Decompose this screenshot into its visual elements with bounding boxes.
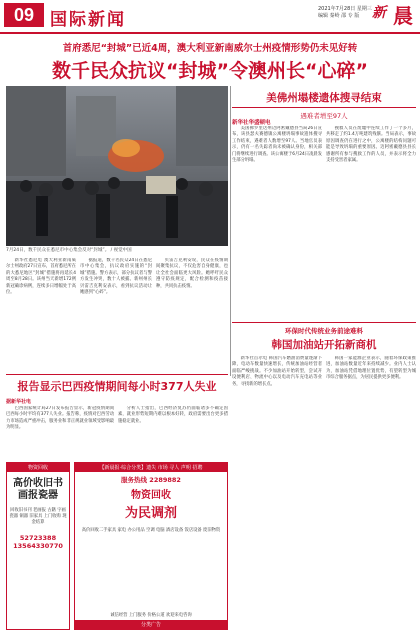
florida-text-col2 — [326, 126, 416, 322]
ad2-title: 物资回收 — [131, 490, 171, 501]
brand-logo-big: 晨 — [393, 4, 413, 28]
brazil-text-col2 — [118, 406, 228, 458]
florida-text-col1 — [232, 126, 322, 322]
lead-paragraph-2: 据报道，数千名民众24日在悉尼市中心集会，抗议政府实施的“封城”措施。警方表示，部分抗议者与警方发生冲突，数十人被捕。新州州长贝雷吉克利安表示，看到抗议活动让她感到“心碎”。 — [80, 258, 152, 296]
lead-text-col1 — [6, 258, 76, 370]
ad3-text: 诚信经营 上门服务 价格公道 欢迎来电咨询 — [110, 613, 192, 618]
protest-photo-image — [6, 86, 228, 246]
lead-paragraph-3: 贝雷吉克利安说，民众在疫情期间聚集抗议，不仅危害自身健康，也让全社会面临更大风险。她呼吁民众遵守防疫规定，配合检测和疫苗接种，共同抗击疫情。 — [156, 258, 228, 289]
korea-title: 韩国加油站开拓新商机 — [271, 339, 377, 351]
korea-text-col2 — [326, 356, 416, 636]
ad1-text: 回收旧书刊 老画报 古籍 字画 瓷器 铜器 旧家具 上门收购 现金结算 — [9, 508, 67, 525]
brazil-paragraph-1: 巴西国家统计局27日发布报告显示，新冠疫情期间巴西每小时平均有377人失业。报告称，疫情对巴西劳动力市场造成严重冲击，服务业和非正规就业领域受影响最为明显。 — [6, 406, 114, 431]
ad1-headline: 高价收旧书 画报瓷器 — [13, 478, 63, 501]
ad3-bar: 分类广告 — [75, 620, 227, 629]
ad1-bar: 物资回收 — [7, 463, 69, 472]
korea-header — [232, 326, 416, 352]
brazil-byline: 据新华社电 — [6, 399, 32, 405]
lead-paragraph-1: 新华社悉尼电 澳大利亚新南威尔士州政府27日宣布，首府悉尼所在的大悉尼地区“封城”措施将再延长4周至8月28日。该州当天新增172例新冠确诊病例，连续多日增幅处于高位。 — [6, 258, 76, 296]
florida-title: 美佛州塌楼遗体搜寻结束 — [232, 90, 416, 108]
korea-paragraph-2: 韩国一家能源企业表示，随着环保政策推进，加油站数量近年来持续减少。业内人士认为，加油站凭借地理位置优势，有望转型为城市综合服务据点，为居民提供更多便利。 — [326, 356, 416, 381]
florida-divider — [232, 322, 416, 323]
masthead — [0, 0, 420, 34]
photo-caption: 7月24日，数千民众在悉尼市中心集会反对“封城”。 / 视觉中国 — [6, 248, 132, 253]
ad2-hotline: 服务热线 2289882 — [121, 476, 181, 484]
column-divider — [230, 86, 231, 376]
lead-text-col3 — [156, 258, 228, 370]
korea-kicker: 环保时代传统业务前途难料 — [285, 327, 363, 335]
brazil-text-col1 — [6, 406, 114, 458]
lead-headline: 数千民众抗议“封城”令澳州长“心碎” — [52, 60, 368, 82]
date-text: 2021年7月28日 星期三 — [318, 6, 372, 12]
date-line — [318, 6, 372, 20]
florida-header — [232, 90, 416, 120]
ad1-phone: 52723388 13564330770 — [13, 534, 63, 550]
ad2-text: 高价回收二手家具 家电 办公用品 空调 电脑 酒店设备 饭店设备 废旧物资 — [81, 528, 221, 533]
korea-paragraph-1: 新华社首尔电 韩国汽车燃油消费量逐渐下降，电动车数量快速增长，传统加油站经营者面临严峻挑战。不少加油站开始转型，尝试开设便利店、物流中心以及电动汽车充电站等业务，寻找新的增长点。 — [232, 356, 322, 387]
ad2-bar: 【新晨报·综合分类】遗失 市场 寻人 声明 招聘 — [75, 463, 227, 472]
editor-text: 编辑 秦岭 邵 专 版 — [318, 13, 360, 19]
brazil-title: 报告显示巴西疫情期间每小时377人失业 — [17, 380, 217, 393]
ad2-slogan: 为民调剂 — [124, 506, 177, 521]
ad-book-recycling — [6, 462, 70, 630]
brand-logo-small: 新 — [372, 5, 386, 21]
florida-paragraph-1: 美国佛罗里达州迈阿密戴德县当局26日宣布，该县瑟夫赛德镇公寓楼坍塌事故遗体搜寻工作结束，遇难者人数增至97人。当地官员表示，仍有一名失踪者尚未被确认身份，相关部门将继续进行调查。该公寓楼于6月24日凌晨发生部分坍塌。 — [232, 126, 322, 164]
korea-text-col1 — [232, 356, 322, 636]
florida-subhead: 新华社华盛顿电 — [232, 120, 271, 126]
protest-photo — [6, 86, 228, 246]
brazil-paragraph-2: 分析人士指出，巴西经济复苏仍面临诸多不确定因素，就业形势短期内难以根本好转，政府需要出台更多措施稳定就业。 — [118, 406, 228, 424]
lead-text-col2 — [80, 258, 152, 370]
florida-paragraph-2: 搜救人员在废墟中连续工作了一个多月，共移走了约1.4万吨建筑残骸。当局表示，事故原因调查仍在进行之中，公寓楼的结构问题可能是导致坍塌的重要原因。迈阿密戴德县县长感谢所有参与搜救工作的人员，并表示将全力支持受害者家属。 — [326, 126, 416, 164]
ad-classified — [74, 462, 228, 630]
brazil-divider — [6, 374, 228, 375]
lead-kicker: 首府悉尼“封城”已近4周，澳大利亚新南威尔士州疫情形势仍未见好转 — [62, 43, 358, 54]
page-number: 09 — [4, 3, 44, 27]
florida-byline: 遇难者增至97人 — [300, 112, 348, 120]
section-title: 国际新闻 — [50, 10, 126, 30]
